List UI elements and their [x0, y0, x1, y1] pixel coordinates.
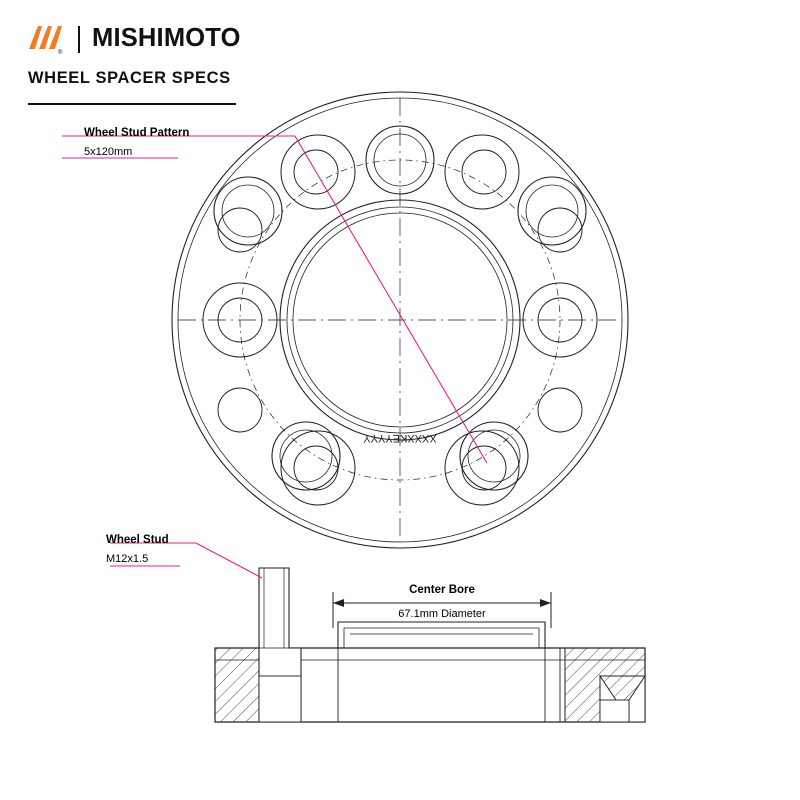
brand-name: MISHIMOTO	[92, 24, 241, 53]
callout-wheel-stud	[106, 534, 169, 566]
callout-value: 5x120mm	[84, 145, 133, 158]
page-title: WHEEL SPACER SPECS	[28, 69, 231, 87]
callout-title: Center Bore	[409, 584, 475, 596]
callout-center-bore	[333, 584, 551, 598]
callout-value: 67.1mm Diameter	[398, 608, 486, 620]
callout-title: Wheel Stud	[106, 534, 169, 546]
callout-value: M12x1.5	[106, 552, 149, 565]
svg-text:®: ®	[58, 50, 63, 56]
engraved-part-marking: XXXXKEYYYY	[363, 432, 437, 444]
front-view	[172, 92, 628, 548]
callout-wheel-stud-pattern	[84, 127, 189, 159]
callout-center-bore-value	[333, 608, 551, 621]
callout-title: Wheel Stud Pattern	[84, 127, 190, 139]
